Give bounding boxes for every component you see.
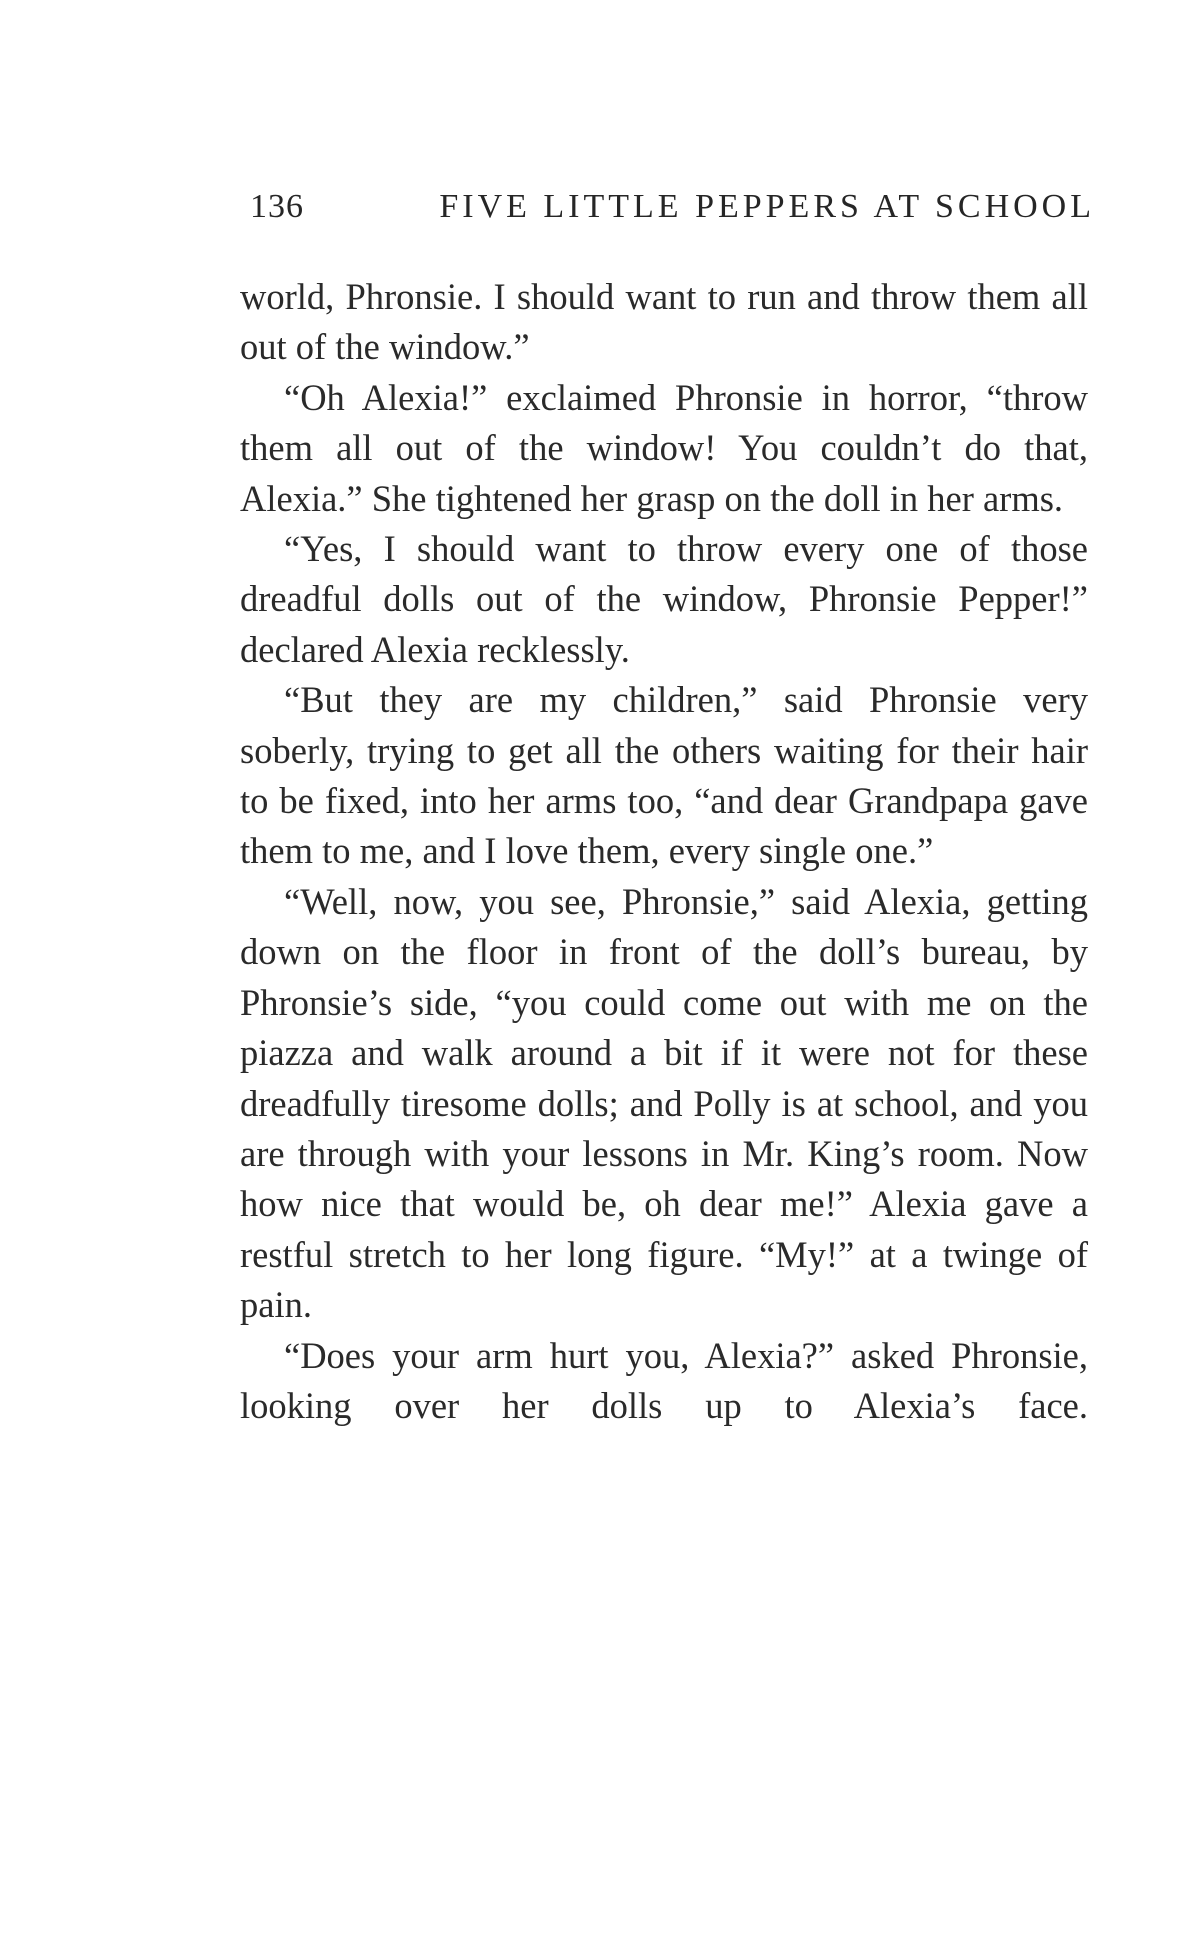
- running-head: [250, 188, 1095, 236]
- book-title: FIVE LITTLE PEPPERS AT SCHOOL: [439, 188, 1095, 225]
- paragraph: “Does your arm hurt you, Alexia?” asked Phronsie, looking over her dolls up to Alexia’s face.: [240, 1334, 1088, 1426]
- page-number: 136: [250, 188, 304, 225]
- paragraph: “Yes, I should want to throw every one of those dreadful dolls out of the window, Phronsie Pepper!” declared Alexia recklessly.: [240, 528, 1088, 670]
- paragraph: “Oh Alexia!” exclaimed Phronsie in horror, “throw them all out of the window! You couldn’t do that, Alexia.” She tightened her grasp on the doll in her arms.: [240, 376, 1088, 519]
- body-text: [240, 272, 1088, 1431]
- paragraph-continued: world, Phronsie. I should want to run and throw them all out of the window.”: [240, 276, 1088, 368]
- paragraph: “But they are my children,” said Phronsie very soberly, trying to get all the others waiting for their hair to be fixed, into her arms too, “and dear Grandpapa gave them to me, and I love them, every single one.”: [240, 679, 1088, 872]
- paragraph: “Well, now, you see, Phronsie,” said Alexia, getting down on the floor in front of the doll’s bureau, by Phronsie’s side, “you could come out with me on the piazza and walk around a bit if it were not for these dreadfully tiresome dolls; and Polly is at school, and you are through with your lessons in Mr. King’s room. Now how nice that would be, oh dear me!” Alexia gave a restful stretch to her long figure. “My!” at a twinge of pain.: [240, 880, 1088, 1326]
